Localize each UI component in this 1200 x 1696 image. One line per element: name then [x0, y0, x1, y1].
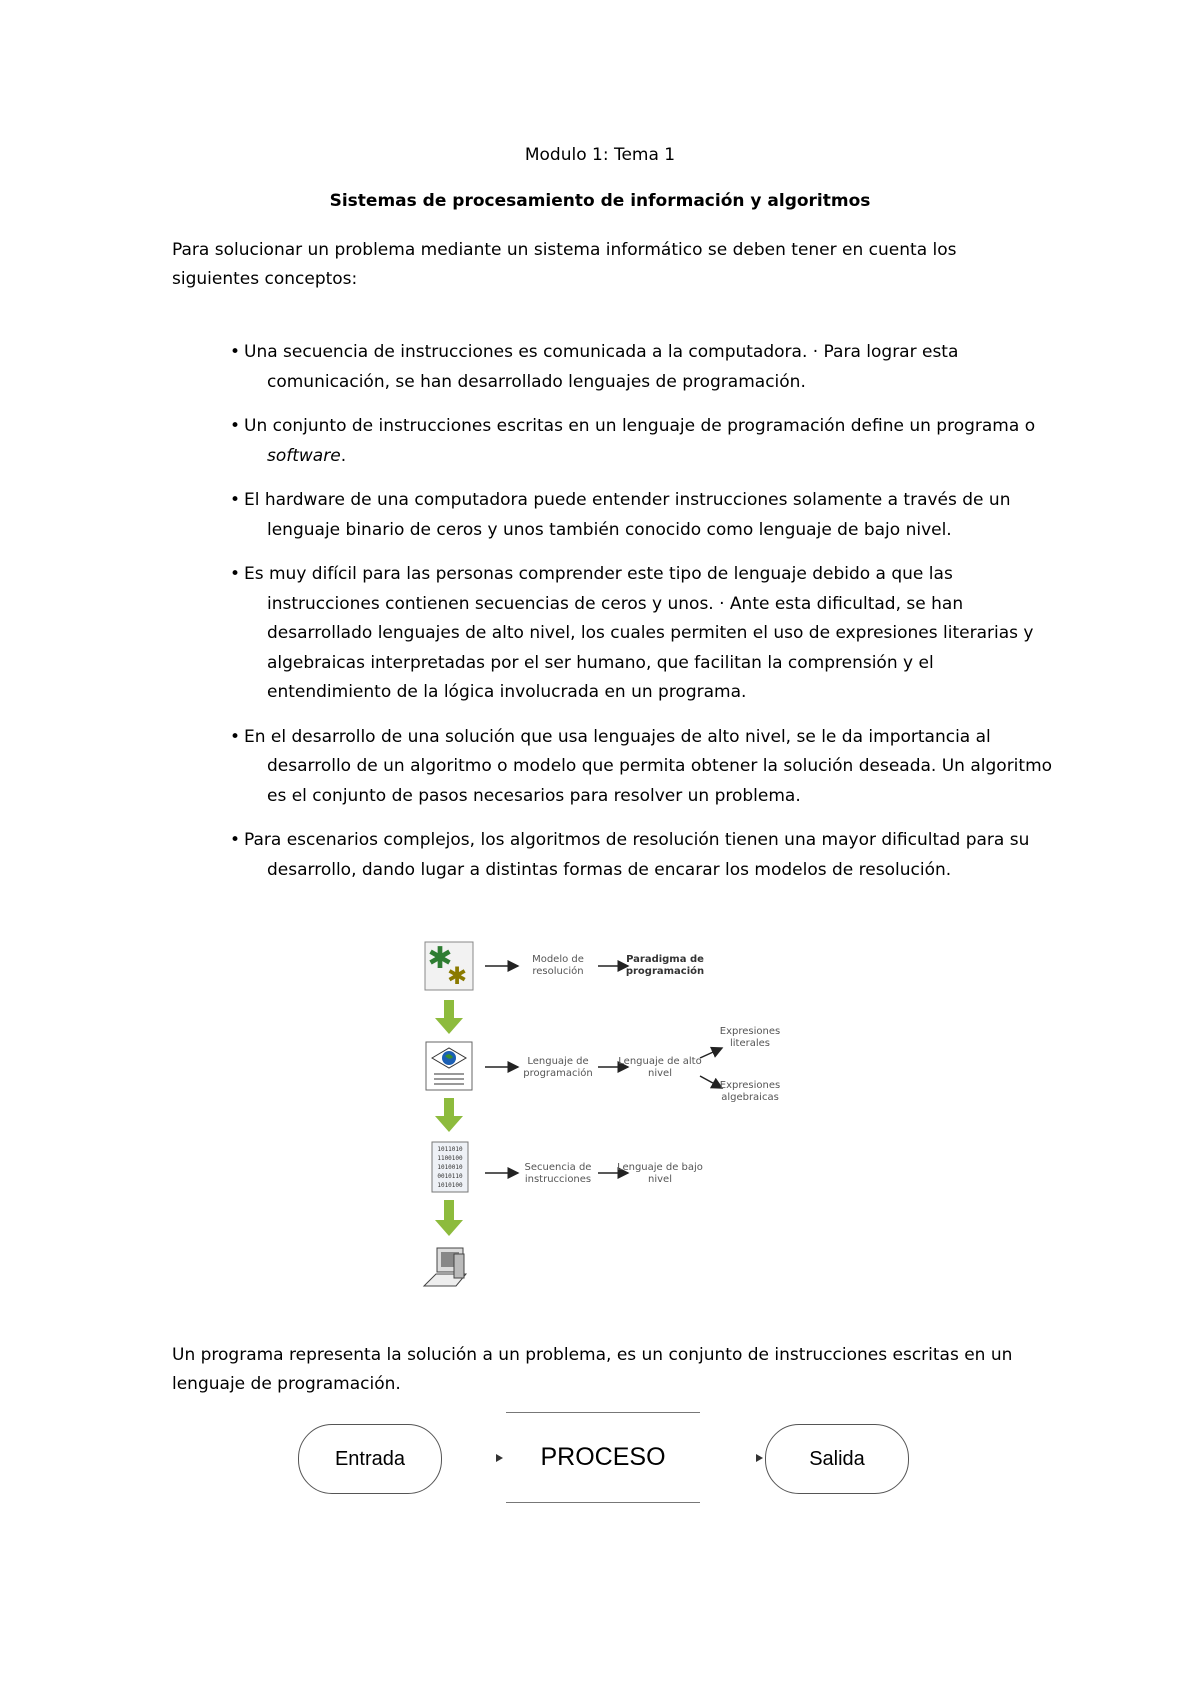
list-item: • Es muy difícil para las personas comprender este tipo de lenguaje debido a que las instrucciones contienen secuencias de ceros y unos. · Ante esta dificultad, se han desarrollado lenguajes de alto nivel, los cuales permiten el uso de expresiones literarias y algebraicas interpretadas por el ser humano, que facilitan la comprensión y el entendimiento de la lógica involucrada en un programa. [230, 564, 1034, 702]
programming-levels-diagram [410, 930, 790, 1320]
output-box: Salida [765, 1424, 909, 1494]
diagram-label: Paradigma de programación [625, 954, 705, 977]
green-down-arrow [435, 1200, 463, 1236]
green-down-arrow [435, 1098, 463, 1132]
diagram-label: Lenguaje de alto nivel [618, 1056, 702, 1079]
list-item: • Un conjunto de instrucciones escritas en un lenguaje de programación define un programa o software. [230, 416, 1036, 466]
diagram-label: Lenguaje de bajo nivel [617, 1162, 703, 1185]
arrowhead [756, 1454, 763, 1462]
page-header: Modulo 1: Tema 1 [524, 145, 676, 165]
arrowhead [496, 1454, 503, 1462]
list-item: • Una secuencia de instrucciones es comunicada a la computadora. · Para lograr esta comunicación, se han desarrollado lenguajes de programación. [230, 342, 959, 392]
list-item-text: Es muy difícil para las personas comprender este tipo de lenguaje debido a que las instrucciones contienen secuencias de ceros y unos. · Ante esta dificultad, se han desarrollado lenguajes de alto nivel, los cuales permiten el uso de expresiones literarias y algebraicas interpretadas por el ser humano, que facilitan la comprensión y el entendimiento de la lógica involucrada en un programa. [244, 564, 1034, 702]
input-box: Entrada [298, 1424, 442, 1494]
list-item-text: En el desarrollo de una solución que usa lenguajes de alto nivel, se le da importancia al desarrollo de un algoritmo o modelo que permita obtener la solución deseada. Un algoritmo es el conjunto de pasos necesarios para resolver un problema. [244, 726, 1053, 806]
binary-lines: 1011010 1100100 1010010 0010110 1010100 [437, 1146, 463, 1189]
process-box: PROCESO [506, 1412, 700, 1503]
diagram-label: Modelo de resolución [532, 954, 584, 977]
intro-paragraph: Para solucionar un problema mediante un sistema informático se deben tener en cuenta los siguientes conceptos: [172, 240, 957, 289]
svg-text:✱: ✱ [427, 941, 453, 976]
list-item: • El hardware de una computadora puede entender instrucciones solamente a través de un lenguaje binario de ceros y unos también conocido como lenguaje de bajo nivel. [230, 490, 1011, 540]
list-item: • En el desarrollo de una solución que usa lenguajes de alto nivel, se le da importancia al desarrollo de un algoritmo o modelo que permita obtener la solución deseada. Un algoritmo es el conjunto de pasos necesarios para resolver un problema. [230, 726, 1053, 806]
page-title: Sistemas de procesamiento de información y algoritmos [329, 191, 871, 211]
diagram-label: Lenguaje de programación [523, 1056, 593, 1079]
list-item: • Para escenarios complejos, los algoritmos de resolución tienen una mayor dificultad para su desarrollo, dando lugar a distintas formas de encarar los modelos de resolución. [230, 830, 1030, 880]
diagram-graphics [410, 930, 790, 1320]
list-item-text: El hardware de una computadora puede entender instrucciones solamente a través de un lenguaje binario de ceros y unos también conocido como lenguaje de bajo nivel. [244, 490, 1011, 540]
list-item-text: Una secuencia de instrucciones es comunicada a la computadora. · Para lograr esta comunicación, se han desarrollado lenguajes de programación. [244, 342, 959, 392]
globe-document-icon [426, 1042, 472, 1090]
concept-list [230, 338, 1060, 900]
list-item-text: Para escenarios complejos, los algoritmos de resolución tienen una mayor dificultad para su desarrollo, dando lugar a distintas formas de encarar los modelos de resolución. [244, 830, 1030, 880]
svg-text:✱: ✱ [446, 962, 468, 990]
italic-term: software [267, 445, 341, 466]
outro-paragraph: Un programa representa la solución a un problema, es un conjunto de instrucciones escritas en un lenguaje de programación. [172, 1345, 1013, 1394]
list-item-text: Un conjunto de instrucciones escritas en un lenguaje de programación define un programa o [244, 416, 1036, 436]
green-down-arrow [435, 1000, 463, 1034]
computer-icon [424, 1248, 466, 1286]
diagram-label: Expresiones literales [719, 1026, 781, 1049]
gears-icon [425, 941, 473, 990]
diagram-label: Secuencia de instrucciones [524, 1162, 592, 1185]
diagram-label: Expresiones algebraicas [719, 1080, 781, 1103]
